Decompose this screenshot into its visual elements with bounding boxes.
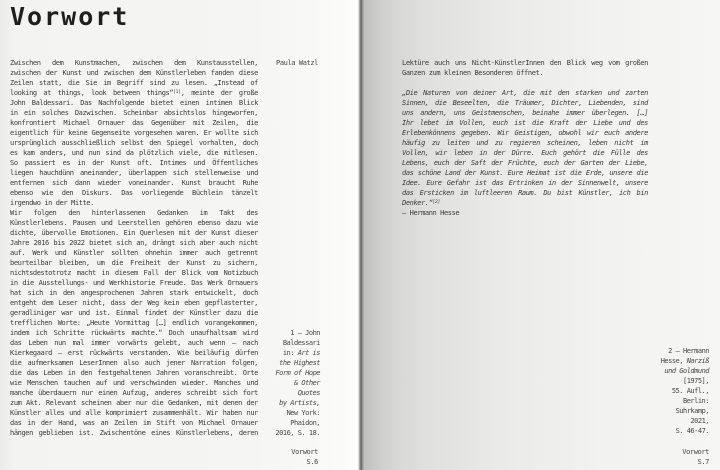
text-line: entgeht dem Leser nicht, dass der Weg kein eben gepflasterter, xyxy=(10,299,258,307)
text-line: Berlin: xyxy=(682,397,709,405)
text-line: Form of Hope xyxy=(275,369,320,377)
text-line: liegen hauchdünn aneinander, überlappen sich stellenweise und xyxy=(10,169,258,177)
text-line: manche überdauern nur einen Aufzug, anderes schreibt sich fort xyxy=(10,389,258,397)
text-line: in: Art is xyxy=(282,349,320,357)
text-line: „Die Naturen von deiner Art, die mit den starken und zarten xyxy=(402,89,648,97)
paragraph-gap xyxy=(402,78,648,88)
footer-section-label: Vorwort xyxy=(682,448,709,456)
text-line: das Ersticken im luftleeren Raum. Du bist Künstler, ich bin xyxy=(402,189,648,197)
quote-attribution: – Hermann Hesse xyxy=(402,209,460,217)
text-line: zum Akt. Relevant scheinen aber nur die Gedanken, mit denen der xyxy=(10,399,258,407)
text-line: hängen geblieben ist. Zwischentöne eines Künstlerlebens, deren xyxy=(10,429,258,437)
text-line: Lektüre auch uns Nicht-KünstlerInnen den Blick weg vom großen xyxy=(402,59,648,67)
text-line: nichtsdestotrotz macht in diesem Fall der Blick vom Notizbuch xyxy=(10,269,258,277)
footer-page-number: S.6 xyxy=(306,458,318,466)
text-line: die aufmerksamen LeserInnen also auch jener Narration folgen, xyxy=(10,359,258,367)
text-line: hat sich in den angesprochenen Jahren stark entwickelt, doch xyxy=(10,289,258,297)
text-line: Hesse, Narziß xyxy=(660,357,709,365)
text-line: Jahre 2016 bis 2022 bietet sich an, drängt sich aber auch nicht xyxy=(10,239,258,247)
text-line: ebenso wie den Diskurs. Das vorliegende Büchlein tänzelt xyxy=(10,189,258,197)
text-line: Künstlerlebens. Pausen und Leerstellen gehören ebenso dazu wie xyxy=(10,219,258,227)
page-title: Vorwort xyxy=(10,2,130,31)
text-line: Quotes xyxy=(297,389,320,397)
text-line: zwischen der Kunst und zwischen dem Künstlerleben fanden diese xyxy=(10,69,258,77)
text-line: geradliniger war und ist. Einmal findet der Künstler dazu die xyxy=(10,309,258,317)
intro-paragraph xyxy=(402,58,648,78)
text-line: dichte, übervolle Emotionen. Ein Querlesen mit der Kunst dieser xyxy=(10,229,258,237)
text-line: entfernen sich dann wieder voneinander. Kunst braucht Ruhe xyxy=(10,179,258,187)
text-line: by Artists, xyxy=(279,399,320,407)
text-line: Zwischen dem Kunstmachen, zwischen dem Kunstausstellen, xyxy=(10,59,258,67)
text-line: trefflichen Worte: „Heute Vormittag […] endlich vorangekommen, xyxy=(10,319,258,327)
text-line: häufig zu leiten und zu regieren scheinen, leben nicht im xyxy=(402,139,648,147)
text-line: in ein solches Dazwischen. Scheinbar absichtslos hingeworfen, xyxy=(10,109,258,117)
text-line: 1 – John xyxy=(290,329,320,337)
text-line: Lebens, euch der Saft der Früchte, euch der Garten der Liebe, xyxy=(402,159,648,167)
text-line: Zeilen statt, die Sie im Begriff sind zu lesen. „Instead of xyxy=(10,79,258,87)
text-line: und Goldmund xyxy=(664,367,709,375)
text-line: das schöne Land der Kunst. Eure Heimat ist die Erde, unsere die xyxy=(402,169,648,177)
text-line: the Highest xyxy=(279,359,320,367)
text-line: indem ich Schritte rückwärts machte.“ Doch unaufhaltsam wird xyxy=(10,329,258,337)
footnote-2 xyxy=(599,346,709,436)
right-page-footer xyxy=(682,447,709,467)
text-line: & Other xyxy=(293,379,320,387)
text-line: wie Menschen tauchen auf und verschwinden wieder. Manches und xyxy=(10,379,258,387)
text-line: Phaidon, xyxy=(290,419,320,427)
text-line: [1975], xyxy=(682,377,709,385)
right-page xyxy=(364,0,720,470)
text-line: looking at things, look between things“[1], meinte der große xyxy=(10,89,258,97)
footer-page-number: S.7 xyxy=(697,458,709,466)
text-line: Wir folgen den hinterlassenen Gedanken im Takt des xyxy=(10,209,258,217)
text-line: Vollen, wir leben in der Dürre. Euch gehört die Fülle des xyxy=(402,149,648,157)
text-line: New York: xyxy=(286,409,320,417)
text-line: Suhrkamp, xyxy=(675,407,709,415)
left-page xyxy=(0,0,358,470)
footer-section-label: Vorwort xyxy=(291,448,318,456)
text-line: uns andern, uns Geistmenschen, beinahe immer überlegen. […] xyxy=(402,109,648,117)
text-line: in die Ausstellungs- und Werkhistorie Freude. Das Werk Ornauers xyxy=(10,279,258,287)
text-line: Ganzen zum kleinen Besonderen öffnet. xyxy=(402,69,544,77)
text-line: Kierkegaard – erst rückwärts verstanden. Wie beiläufig dürfen xyxy=(10,349,258,357)
text-line: 55. Aufl., xyxy=(671,387,709,395)
text-line: das in der Hand, was an Zeilen im Stift von Michael Ornauer xyxy=(10,419,258,427)
text-line: 2 – Hermann xyxy=(668,347,709,355)
hesse-quote xyxy=(402,88,648,208)
footnote-1 xyxy=(210,328,320,438)
left-page-footer xyxy=(291,447,318,467)
text-line: beurteilbar bleiben, um die Freiheit der Kunst zu sichern, xyxy=(10,259,258,267)
text-line: Baldessari xyxy=(282,339,320,347)
text-line: 2021, xyxy=(690,417,709,425)
text-line: Künstler alles und alle komprimiert zusammenhält. Wir haben nur xyxy=(10,409,258,417)
text-line: die das Leben in den festgehaltenen Jahren voranschreibt. Orte xyxy=(10,369,258,377)
text-line: S. 46-47. xyxy=(675,427,709,435)
author-name: Paula Watzl xyxy=(276,59,318,67)
text-line: konfrontiert Michael Ornauer das Gegenüber mit Zeilen, die xyxy=(10,119,258,127)
text-line: auf. Werk und Künstler sollten ohnehin immer auch getrennt xyxy=(10,249,258,257)
text-line: Idee. Eure Gefahr ist das Ertrinken in der Sinnenwelt, unsere xyxy=(402,179,648,187)
text-line: das Leben nun mal immer vorwärts gelebt, auch wenn – nach xyxy=(10,339,258,347)
text-line: Sinnen, die Beseelten, die Träumer, Dichter, Liebenden, sind xyxy=(402,99,648,107)
text-line: es kam anders, und nun sind da plötzlich viele, die mitlesen. xyxy=(10,149,258,157)
text-line: So passiert es in der Kunst oft. Intimes und Öffentliches xyxy=(10,159,258,167)
text-line: Ihr lebet im Vollen, euch ist die Kraft der Liebe und des xyxy=(402,119,648,127)
text-line: eigentlich für keine Gegenseite vorgesehen waren. Er wollte sich xyxy=(10,129,258,137)
text-line: Denker.“[2] xyxy=(402,199,441,207)
right-body-text xyxy=(402,58,648,218)
text-line: John Baldessari. Das Nachfolgende bietet einen intimen Blick xyxy=(10,99,258,107)
text-line: irgendwo in der Mitte. xyxy=(10,199,94,207)
text-line: 2016, S. 18. xyxy=(275,429,320,437)
text-line: ursprünglich ausschließlich selbst den Spiegel vorhalten, doch xyxy=(10,139,258,147)
text-line: Erlebenkönnens gegeben. Wir Geistigen, obwohl wir euch andere xyxy=(402,129,648,137)
